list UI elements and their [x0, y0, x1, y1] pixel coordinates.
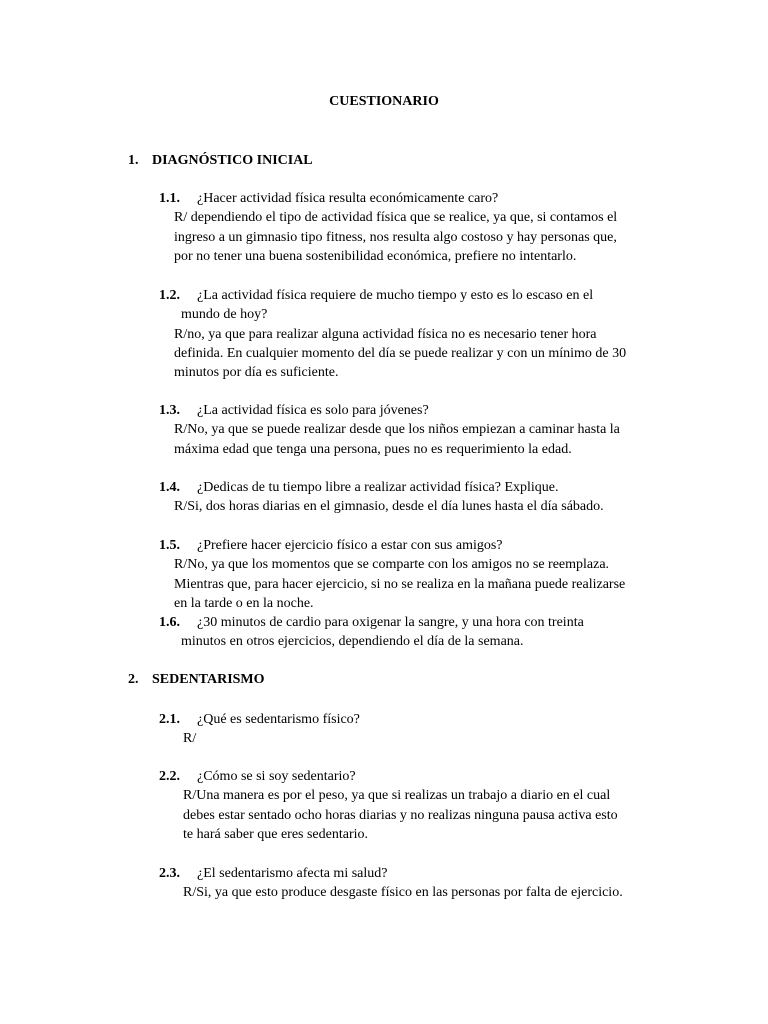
question-text: ¿La actividad física es solo para jóvenes? [197, 403, 429, 418]
answer-line: R/Si, ya que esto produce desgaste físico en las personas por falta de ejercicio. [183, 885, 623, 901]
question-block [159, 286, 679, 382]
question-number: 2.1. [159, 712, 180, 727]
question-line [159, 401, 679, 420]
question-text: ¿Prefiere hacer ejercicio físico a estar con sus amigos? [197, 538, 503, 553]
question-text-continued: minutos en otros ejercicios, dependiendo el día de la semana. [181, 634, 524, 650]
section-heading-sedentarismo [128, 670, 265, 689]
question-number: 1.4. [159, 480, 180, 495]
answer-line: en la tarde o en la noche. [174, 595, 314, 611]
question-text: ¿Dedicas de tu tiempo libre a realizar actividad física? Explique. [197, 480, 559, 495]
answer-line: Mientras que, para hacer ejercicio, si no se realiza en la mañana puede realizarse [174, 576, 626, 592]
question-block [159, 710, 679, 749]
question-number: 2.2. [159, 769, 180, 784]
answer-line: ingreso a un gimnasio tipo fitness, nos resulta algo costoso y hay personas que, [174, 229, 617, 245]
question-line [159, 613, 679, 632]
answer-line: minutos por día es suficiente. [174, 365, 339, 381]
question-block [159, 478, 679, 517]
question-line [159, 864, 679, 883]
question-number: 1.3. [159, 403, 180, 418]
section-title: DIAGNÓSTICO INICIAL [152, 153, 313, 168]
question-line [159, 767, 679, 786]
question-block [159, 864, 679, 903]
question-number: 1.6. [159, 615, 180, 630]
question-text: ¿La actividad física requiere de mucho tiempo y esto es lo escaso en el [197, 288, 594, 303]
answer-line: R/ dependiendo el tipo de actividad física que se realice, ya que, si contamos el [174, 210, 618, 226]
answer-line: por no tener una buena sostenibilidad económica, prefiere no intentarlo. [174, 248, 577, 264]
section-heading-diagnostico [128, 151, 313, 170]
question-line [159, 536, 679, 555]
question-block [159, 767, 679, 844]
section-number: 1. [128, 153, 139, 168]
question-block [159, 613, 679, 652]
question-line [159, 478, 679, 497]
question-block [159, 189, 679, 266]
document-title: CUESTIONARIO [329, 94, 439, 109]
section-title: SEDENTARISMO [152, 672, 265, 687]
question-text: ¿Hacer actividad física resulta económicamente caro? [197, 191, 499, 206]
answer-line: te hará saber que eres sedentario. [183, 826, 369, 842]
question-number: 1.1. [159, 191, 180, 206]
answer-line: R/ [183, 731, 197, 747]
question-number: 1.2. [159, 288, 180, 303]
question-text: ¿Qué es sedentarismo físico? [197, 712, 360, 727]
question-text: ¿Cómo se si soy sedentario? [197, 769, 356, 784]
answer-line: máxima edad que tenga una persona, pues no es requerimiento la edad. [174, 441, 572, 457]
answer-line: R/Una manera es por el peso, ya que si realizas un trabajo a diario en el cual [183, 788, 611, 804]
question-block [159, 401, 679, 459]
question-number: 1.5. [159, 538, 180, 553]
section-number: 2. [128, 672, 139, 687]
question-text: ¿30 minutos de cardio para oxigenar la sangre, y una hora con treinta [197, 615, 584, 630]
answer-line: R/Si, dos horas diarias en el gimnasio, desde el día lunes hasta el día sábado. [174, 499, 604, 515]
answer-line: debes estar sentado ocho horas diarias y no realizas ninguna pausa activa esto [183, 807, 618, 823]
answer-line: R/No, ya que se puede realizar desde que los niños empiezan a caminar hasta la [174, 422, 620, 438]
question-text-continued: mundo de hoy? [181, 307, 268, 323]
question-block [159, 536, 679, 613]
answer-line: R/No, ya que los momentos que se comparte con los amigos no se reemplaza. [174, 557, 610, 573]
answer-line: R/no, ya que para realizar alguna actividad física no es necesario tener hora [174, 326, 597, 342]
answer-line: definida. En cualquier momento del día se puede realizar y con un mínimo de 30 [174, 345, 627, 361]
question-number: 2.3. [159, 866, 180, 881]
question-line [159, 286, 679, 305]
question-text: ¿El sedentarismo afecta mi salud? [197, 866, 388, 881]
question-line [159, 189, 679, 208]
question-line [159, 710, 679, 729]
